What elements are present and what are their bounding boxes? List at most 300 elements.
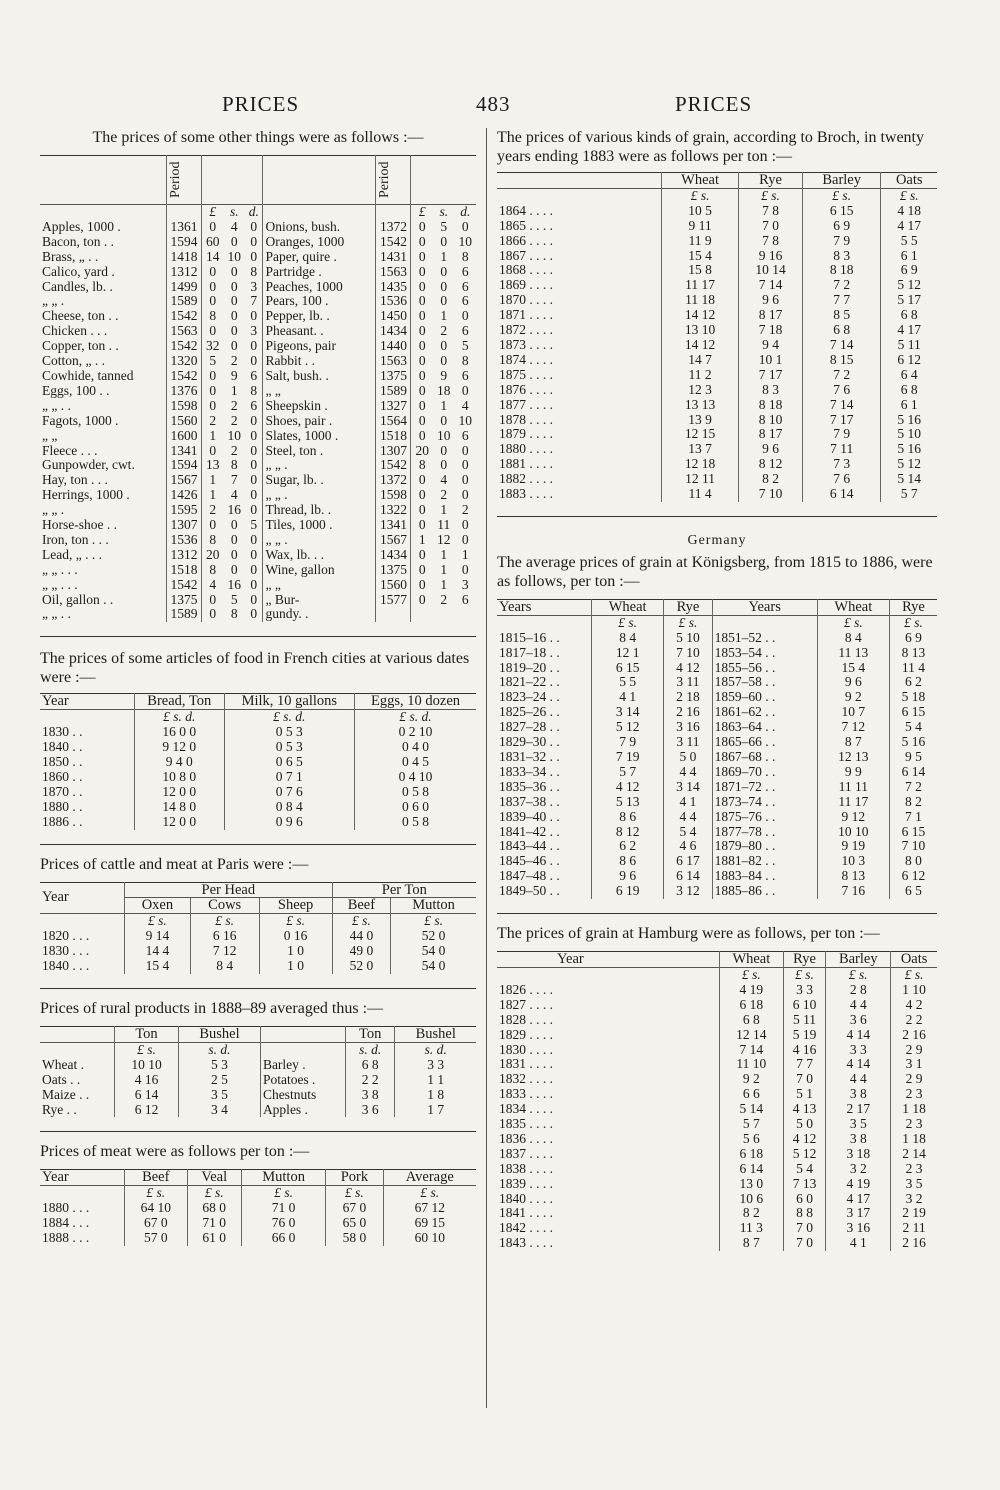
broch-row	[497, 398, 937, 413]
french-row-cell: 0 6 0	[355, 800, 476, 815]
broch-row-cell: 8 3	[802, 249, 881, 264]
germany-row	[497, 839, 937, 854]
germany-unit-2: £ s.	[664, 615, 712, 630]
germany-row-cell: 1815–16 . .	[499, 629, 560, 645]
other-things-row-cell: „ „ .	[263, 458, 376, 473]
broch-row-cell: 1881 . . . .	[499, 456, 553, 472]
other-things-row-cell: 0	[411, 280, 433, 295]
broch-row-cell: 1880 . . . .	[499, 441, 553, 457]
rural-row-cell: 10 10	[115, 1058, 179, 1073]
germany-row-cell: 8 7	[817, 735, 889, 750]
other-things-row-cell	[433, 607, 454, 622]
other-things-row-cell: 6	[461, 323, 469, 339]
broch-unit-4: £ s.	[881, 188, 937, 203]
other-things-row-cell: 1375	[167, 593, 202, 608]
germany-row-cell: 7 1	[889, 810, 937, 825]
broch-row	[497, 234, 937, 249]
meat-row-cell: 61 0	[187, 1231, 241, 1246]
other-things-row-cell: 2	[230, 353, 238, 369]
germany-row-cell: 1869–70 . .	[712, 765, 817, 780]
rural-row	[40, 1073, 476, 1088]
meat-head-beef: Beef	[125, 1170, 188, 1186]
paris-unit-5: £ s.	[391, 914, 476, 929]
other-things-row-cell: 1598	[167, 399, 202, 414]
rural-head-ton: Ton	[115, 1026, 179, 1042]
hamburg-row	[497, 1147, 937, 1162]
left-column	[40, 128, 476, 1246]
broch-row-cell: 7 18	[739, 323, 803, 338]
broch-row-cell: 7 7	[802, 293, 881, 308]
other-things-row-cell: Fagots, 1000 .	[42, 412, 119, 428]
other-things-row-cell: 12	[437, 531, 451, 547]
other-things-row-cell: 2	[440, 591, 448, 607]
germany-row-cell: 6 15	[889, 705, 937, 720]
french-row-cell: 0 7 1	[224, 770, 354, 785]
broch-row	[497, 383, 937, 398]
paris-unit-4: £ s.	[332, 914, 391, 929]
germany-row	[497, 825, 937, 840]
paris-row-cell: 8 4	[190, 959, 259, 974]
germany-row-cell: 9 9	[817, 765, 889, 780]
unit-shilling: s.	[229, 204, 239, 219]
broch-row-cell: 7 9	[802, 234, 881, 249]
hamburg-row-cell: 2 9	[891, 1043, 937, 1058]
rural-row	[40, 1103, 476, 1118]
french-row-cell: 9 4 0	[135, 755, 225, 770]
broch-row-cell: 7 10	[739, 487, 803, 502]
hamburg-row-cell: 2 17	[826, 1102, 891, 1117]
other-things-row-cell: 1426	[167, 488, 202, 503]
other-things-row-cell: 2	[461, 502, 469, 518]
other-things-row-cell: „ „ . .	[42, 606, 71, 622]
hamburg-intro: The prices of grain at Hamburg were as follows, per ton :—	[497, 925, 880, 943]
other-things-row-cell: 0	[440, 353, 448, 369]
page-number: 483	[476, 92, 511, 116]
other-things-row-cell: 0	[411, 309, 433, 324]
french-row-cell: 0 5 3	[224, 725, 354, 740]
germany-row	[497, 631, 937, 646]
germany-row-cell: 3 11	[664, 735, 712, 750]
other-things-row-cell: 1434	[376, 548, 411, 563]
other-things-row-cell: 8	[202, 533, 224, 548]
other-things-row-cell: 1563	[167, 324, 202, 339]
germany-intro: The average prices of grain at Königsberg, from 1815 to 1886, were as follows, per ton :—	[497, 553, 933, 590]
hamburg-row	[497, 1117, 937, 1132]
french-row-cell: 12 0 0	[135, 785, 225, 800]
broch-row-cell: 1876 . . . .	[499, 381, 553, 397]
other-things-row-cell: 1375	[376, 563, 411, 578]
broch-row	[497, 457, 937, 472]
other-things-row-cell: 2	[202, 414, 224, 429]
broch-row	[497, 323, 937, 338]
other-things-row-cell: 2	[202, 503, 224, 518]
other-things-row-cell: 1	[440, 248, 448, 264]
germany-row-cell: 8 6	[592, 810, 664, 825]
germany-row-cell: 1823–24 . .	[499, 689, 560, 705]
hamburg-row-cell: 13 0	[720, 1177, 784, 1192]
broch-unit-3: £ s.	[802, 188, 881, 203]
broch-row-cell: 11 18	[662, 293, 739, 308]
germany-row-cell: 1885–86 . .	[712, 884, 817, 899]
rural-row-cell: 3 8	[345, 1088, 395, 1103]
germany-row-cell: 3 11	[664, 675, 712, 690]
germany-row-cell: 11 13	[817, 646, 889, 661]
broch-row-cell: 6 12	[881, 353, 937, 368]
other-things-row-cell: Wine, gallon	[263, 563, 376, 578]
other-things-row-cell: 1518	[167, 563, 202, 578]
hamburg-row-cell: 3 2	[891, 1192, 937, 1207]
hamburg-row-cell: 4 13	[783, 1102, 826, 1117]
germany-table	[497, 599, 937, 899]
other-things-row-cell: 0	[230, 561, 238, 577]
other-things-row-cell: gundy. .	[263, 607, 376, 622]
other-things-row-cell: 0	[230, 308, 238, 324]
other-things-row-cell: 2	[440, 487, 448, 503]
hamburg-row-cell: 5 14	[720, 1102, 784, 1117]
other-things-row-cell: 6	[250, 367, 258, 383]
other-things-row-cell: 3	[250, 278, 258, 294]
other-things-row-cell: Eggs, 100 . .	[42, 382, 110, 398]
germany-row-cell: 8 13	[889, 646, 937, 661]
broch-row-cell: 7 14	[802, 398, 881, 413]
germany-row-cell: 6 12	[889, 869, 937, 884]
other-things-row-cell: 7	[230, 472, 238, 488]
french-row	[40, 785, 476, 800]
paris-head-perton: Per Ton	[332, 882, 476, 898]
running-head-right: PRICES	[675, 92, 753, 116]
paris-head-perhead: Per Head	[125, 882, 333, 898]
other-things-row-cell: 1322	[376, 503, 411, 518]
french-row-cell: 0 9 6	[224, 815, 354, 830]
other-things-row-cell: 1589	[167, 294, 202, 309]
rural-row-cell: Chestnuts	[260, 1088, 345, 1103]
other-things-row-cell: 5	[230, 591, 238, 607]
hamburg-row-cell: 2 19	[891, 1206, 937, 1221]
germany-row-cell: 12 1	[592, 646, 664, 661]
other-things-row-cell: Sugar, lb. .	[263, 473, 376, 488]
meat-table	[40, 1169, 476, 1246]
germany-row-cell: 11 17	[817, 795, 889, 810]
other-things-row-cell: 16	[227, 502, 242, 518]
broch-intro: The prices of various kinds of grain, according to Broch, in twenty years ending 1883 were as follows per ton :—	[497, 129, 924, 165]
french-row	[40, 725, 476, 740]
germany-row	[497, 854, 937, 869]
germany-row-cell: 1827–28 . .	[499, 719, 560, 735]
germany-row-cell: 6 14	[889, 765, 937, 780]
germany-row-cell: 1829–30 . .	[499, 734, 560, 750]
rural-head-bushel: Bushel	[179, 1026, 261, 1042]
hamburg-row-cell: 1830 . . . .	[499, 1041, 553, 1057]
other-things-row-cell: Cowhide, tanned	[42, 367, 134, 383]
french-row-cell: 1870 . .	[42, 783, 83, 799]
hamburg-row	[497, 1043, 937, 1058]
broch-row-cell: 5 7	[881, 487, 937, 502]
other-things-row-cell: 7	[250, 293, 258, 309]
broch-row-cell: 1870 . . . .	[499, 292, 553, 308]
hamburg-row-cell: 3 6	[826, 1013, 891, 1028]
hamburg-row-cell: 3 8	[826, 1132, 891, 1147]
meat-row-cell: 69 15	[383, 1216, 476, 1231]
unit-pound-2: £	[411, 205, 433, 220]
germany-row-cell: 1863–64 . .	[712, 720, 817, 735]
broch-row-cell: 1865 . . . .	[499, 217, 553, 233]
other-things-row-cell: 1	[440, 502, 448, 518]
other-things-row	[40, 458, 476, 473]
french-row-cell: 0 4 0	[355, 740, 476, 755]
other-things-row-cell: 1589	[167, 607, 202, 622]
germany-row-cell: 12 13	[817, 750, 889, 765]
germany-row-cell: 1841–42 . .	[499, 823, 560, 839]
hamburg-row-cell: 11 10	[720, 1057, 784, 1072]
germany-row	[497, 735, 937, 750]
hamburg-row-cell: 2 16	[891, 1028, 937, 1043]
other-things-row-cell: 0	[250, 353, 258, 369]
broch-row-cell: 12 15	[662, 427, 739, 442]
hamburg-row-cell: 7 0	[783, 1236, 826, 1251]
broch-row-cell: 7 9	[802, 427, 881, 442]
other-things-row-cell: 0	[202, 280, 224, 295]
other-things-row-cell: Iron, ton . . .	[42, 531, 109, 547]
hamburg-row-cell: 4 12	[783, 1132, 826, 1147]
other-things-row-cell: 1560	[167, 414, 202, 429]
other-things-row-cell: 2	[230, 397, 238, 413]
other-things-row-cell: 0	[411, 250, 433, 265]
other-things-row-cell: 1594	[167, 235, 202, 250]
germany-row-cell: 1881–82 . .	[712, 854, 817, 869]
other-things-row	[40, 593, 476, 608]
unit-pence-2: d.	[460, 204, 471, 219]
other-things-row-cell: 0	[202, 369, 224, 384]
germany-row-cell: 1879–80 . .	[712, 839, 817, 854]
hamburg-row-cell: 1828 . . . .	[499, 1011, 553, 1027]
hamburg-row-cell: 2 3	[891, 1162, 937, 1177]
french-row-cell: 0 4 10	[355, 770, 476, 785]
broch-row-cell: 1883 . . . .	[499, 486, 553, 502]
other-things-row-cell: 0	[250, 233, 258, 249]
broch-row-cell: 7 17	[739, 368, 803, 383]
french-row-cell: 1886 . .	[42, 813, 83, 829]
germany-row-cell: 5 4	[889, 720, 937, 735]
broch-row-cell: 13 10	[662, 323, 739, 338]
other-things-row-cell: 1440	[376, 339, 411, 354]
hamburg-row-cell: 7 0	[783, 1221, 826, 1236]
other-things-row-cell: 8	[250, 382, 258, 398]
paris-row-cell: 1 0	[259, 944, 332, 959]
germany-row-cell: 4 4	[664, 765, 712, 780]
broch-row	[497, 472, 937, 487]
hamburg-row-cell: 4 4	[826, 1072, 891, 1087]
rural-row	[40, 1058, 476, 1073]
germany-row-cell: 6 5	[889, 884, 937, 899]
hamburg-row-cell: 4 16	[783, 1043, 826, 1058]
hamburg-row-cell: 8 8	[783, 1206, 826, 1221]
germany-row-cell: 1847–48 . .	[499, 868, 560, 884]
rural-row-cell: Oats . .	[42, 1071, 81, 1087]
other-things-row-cell	[411, 607, 433, 622]
other-things-row-cell: 0	[440, 338, 448, 354]
other-things-row-cell: 1542	[167, 578, 202, 593]
hamburg-row-cell: 1833 . . . .	[499, 1086, 553, 1102]
germany-row-cell: 1851–52 . .	[712, 631, 817, 646]
french-head-milk: Milk, 10 gallons	[224, 694, 354, 710]
germany-row-cell: 1821–22 . .	[499, 674, 560, 690]
french-row	[40, 755, 476, 770]
germany-row	[497, 690, 937, 705]
other-things-row	[40, 220, 476, 235]
hamburg-row-cell: 2 8	[826, 983, 891, 998]
other-things-body	[40, 220, 476, 622]
broch-row	[497, 427, 937, 442]
other-things-row	[40, 444, 476, 459]
other-things-row-cell: Brass, „ . .	[42, 248, 99, 264]
other-things-row-cell: 6	[461, 263, 469, 279]
germany-row-cell: 1873–74 . .	[712, 795, 817, 810]
paris-row-cell: 44 0	[332, 929, 391, 944]
other-things-row-cell: 1312	[167, 265, 202, 280]
germany-row-cell: 6 2	[592, 839, 664, 854]
other-things-row	[40, 607, 476, 622]
french-head-eggs: Eggs, 10 dozen	[355, 694, 476, 710]
other-things-row-cell: 0	[230, 546, 238, 562]
paris-head-mutton: Mutton	[391, 898, 476, 914]
hamburg-row-cell: 5 7	[720, 1117, 784, 1132]
other-things-row-cell: 1450	[376, 309, 411, 324]
other-things-row-cell: Hay, ton . . .	[42, 472, 108, 488]
broch-head-oats: Oats	[881, 173, 937, 189]
meat-head-average: Average	[383, 1170, 476, 1186]
other-things-row-cell: 0	[440, 457, 448, 473]
other-things-row-cell: 0	[411, 488, 433, 503]
hamburg-row-cell: 3 16	[826, 1221, 891, 1236]
hamburg-row-cell: 5 1	[783, 1087, 826, 1102]
broch-row-cell: 6 14	[802, 487, 881, 502]
paris-intro: Prices of cattle and meat at Paris were :—	[40, 855, 309, 873]
broch-row-cell: 5 5	[881, 234, 937, 249]
other-things-row-cell: Tiles, 1000 .	[263, 518, 376, 533]
germany-row-cell: 1859–60 . .	[712, 690, 817, 705]
germany-row-cell: 4 12	[592, 780, 664, 795]
other-things-row-cell: 0	[440, 412, 448, 428]
meat-row-cell: 67 12	[383, 1201, 476, 1216]
rural-row-cell: Maize . .	[42, 1086, 90, 1102]
hamburg-row	[497, 1192, 937, 1207]
meat-row-cell: 71 0	[241, 1201, 325, 1216]
hamburg-row-cell: 1840 . . . .	[499, 1190, 553, 1206]
other-things-row-cell: 1418	[167, 250, 202, 265]
germany-row-cell: 1817–18 . .	[499, 644, 560, 660]
meat-row	[40, 1231, 476, 1246]
other-things-row-cell: Chicken . . .	[42, 323, 108, 339]
other-things-row-cell: 0	[250, 427, 258, 443]
other-things-row-cell: 2	[230, 442, 238, 458]
broch-row-cell: 7 3	[802, 457, 881, 472]
germany-row	[497, 795, 937, 810]
meat-row-cell: 71 0	[187, 1216, 241, 1231]
hamburg-row-cell: 2 3	[891, 1117, 937, 1132]
other-things-row-cell: 0	[230, 531, 238, 547]
germany-row	[497, 869, 937, 884]
hamburg-row	[497, 983, 937, 998]
hamburg-row-cell: 5 12	[783, 1147, 826, 1162]
other-things-row-cell: 3	[250, 323, 258, 339]
other-things-row-cell: 4	[230, 218, 238, 234]
french-body	[40, 725, 476, 829]
rural-row-cell: 3 4	[179, 1103, 261, 1118]
hamburg-head-rye: Rye	[783, 952, 826, 968]
germany-row	[497, 646, 937, 661]
broch-row-cell: 1871 . . . .	[499, 307, 553, 323]
other-things-row-cell: 0	[202, 518, 224, 533]
other-things-row-cell: „ „	[42, 427, 58, 443]
other-things-row-cell: 0	[461, 308, 469, 324]
broch-row-cell: 12 3	[662, 383, 739, 398]
paris-head-oxen: Oxen	[125, 898, 191, 914]
paris-row-cell: 6 16	[190, 929, 259, 944]
other-things-row-cell: Thread, lb. .	[263, 503, 376, 518]
column-divider	[486, 128, 487, 1408]
other-things-row-cell: 0	[202, 265, 224, 280]
other-things-row-cell: 1589	[376, 384, 411, 399]
other-things-row-cell: Shoes, pair .	[263, 414, 376, 429]
meat-intro: Prices of meat were as follows per ton :—	[40, 1143, 310, 1161]
other-things-row-cell: 0	[250, 487, 258, 503]
other-things-row-cell: 0	[461, 531, 469, 547]
germany-head-years: Years	[499, 598, 532, 615]
broch-row-cell: 6 8	[802, 323, 881, 338]
broch-row-cell: 4 17	[881, 219, 937, 234]
french-table	[40, 693, 476, 829]
hamburg-row-cell: 1832 . . . .	[499, 1071, 553, 1087]
broch-table	[497, 172, 937, 502]
hamburg-row-cell: 1 18	[891, 1132, 937, 1147]
hamburg-unit-4: £ s.	[891, 967, 937, 982]
other-things-row-cell: 0	[230, 323, 238, 339]
broch-row-cell: 9 6	[739, 293, 803, 308]
rural-row-cell: 1 7	[395, 1103, 476, 1118]
hamburg-row-cell: 4 2	[891, 998, 937, 1013]
hamburg-table	[497, 951, 937, 1251]
germany-row-cell: 7 10	[889, 839, 937, 854]
meat-unit-5: £ s.	[383, 1186, 476, 1201]
other-things-row-cell: Slates, 1000 .	[263, 429, 376, 444]
other-things-row-cell: 5	[440, 218, 448, 234]
other-things-row-cell: 1563	[376, 354, 411, 369]
other-things-row-cell: Bacon, ton . .	[42, 233, 114, 249]
other-things-row-cell	[376, 607, 411, 622]
broch-row-cell: 1866 . . . .	[499, 232, 553, 248]
other-things-row-cell: 1	[461, 546, 469, 562]
broch-row-cell: 5 12	[881, 278, 937, 293]
germany-row-cell: 5 13	[592, 795, 664, 810]
other-things-table	[40, 155, 476, 622]
hamburg-row-cell: 9 2	[720, 1072, 784, 1087]
other-things-row-cell: Cheese, ton . .	[42, 308, 119, 324]
broch-row	[497, 278, 937, 293]
broch-row-cell: 5 11	[881, 338, 937, 353]
paris-unit-1: £ s.	[125, 914, 191, 929]
broch-row-cell: 11 4	[662, 487, 739, 502]
other-things-row-cell: 10	[458, 233, 472, 249]
hamburg-row-cell: 7 0	[783, 1072, 826, 1087]
broch-row-cell: 5 16	[881, 413, 937, 428]
broch-row-cell: 7 6	[802, 472, 881, 487]
meat-head-veal: Veal	[187, 1170, 241, 1186]
germany-row-cell: 9 19	[817, 839, 889, 854]
rural-intro: Prices of rural products in 1888–89 averaged thus :—	[40, 999, 384, 1017]
other-things-row-cell: 16	[227, 576, 242, 592]
germany-head-wheat-2: Wheat	[817, 599, 889, 615]
other-things-row-cell: „ „	[263, 578, 376, 593]
